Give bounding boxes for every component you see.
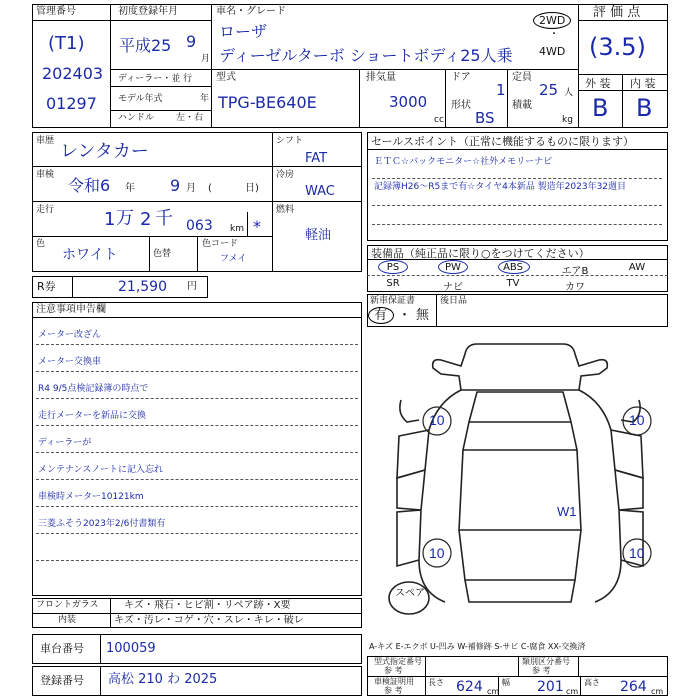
- plate-value: 高松 210 わ 2025: [108, 672, 218, 687]
- roof-outline: [433, 344, 608, 390]
- doors-value: 1: [496, 81, 506, 99]
- equip-abs: ABS: [503, 262, 523, 273]
- mileage-sen-unit: 千: [155, 208, 173, 229]
- length-unit: cm: [487, 687, 500, 696]
- note-item: R4 9/5点検記録簿の時点で: [38, 384, 149, 394]
- height-value: 264: [620, 679, 647, 695]
- equip-tv: TV: [506, 278, 520, 289]
- warranty-yes: 有: [374, 308, 388, 323]
- class-label: 類別区分番号: [522, 657, 570, 666]
- shift-value: FAT: [305, 151, 328, 166]
- note-item: 走行メーターを新品に交換: [38, 411, 147, 421]
- interior-label: 内 装: [630, 77, 656, 90]
- ac-value: WAC: [305, 184, 335, 199]
- notes-block: [32, 302, 362, 596]
- glass-text: キズ・飛石・ヒビ割・リペア跡・X要: [124, 600, 291, 611]
- warranty-dot: ・: [398, 308, 412, 323]
- drive-4wd: 4WD: [539, 45, 566, 58]
- reg-unit: 月: [201, 54, 211, 64]
- model-year-unit: 年: [200, 94, 210, 104]
- chassis-label: 車台番号: [40, 642, 84, 655]
- equip-sr: SR: [386, 278, 400, 289]
- sales-label: セールスポイント（正常に機能するものに限ります）: [371, 135, 635, 148]
- interior-value: B: [636, 94, 653, 122]
- warranty-no: 無: [416, 308, 430, 323]
- cert-label: 車検証明用: [374, 677, 414, 686]
- mileage-mark: *: [253, 217, 261, 236]
- fuel-label: 燃料: [276, 205, 295, 215]
- equip-leather: カワ: [565, 282, 585, 293]
- handle-label: ハンドル: [118, 113, 155, 123]
- inspection-day-open: (: [208, 183, 212, 194]
- color-label: 色: [36, 239, 46, 249]
- exterior-value: B: [592, 94, 609, 122]
- cert-ref: 参 考: [384, 686, 403, 695]
- type-designation-label: 型式指定番号: [374, 657, 422, 666]
- mgmt-num1: 202403: [42, 64, 104, 83]
- capacity-label: 定員: [512, 72, 532, 83]
- equip-airbag: エアB: [561, 266, 589, 277]
- note-item: メンテナンスノートに記入忘れ: [38, 465, 164, 475]
- equip-ps: PS: [386, 262, 400, 273]
- color-value: ホワイト: [62, 247, 118, 263]
- note-item: メーター交換車: [38, 357, 102, 367]
- vehicle-diagram: [367, 330, 668, 630]
- notes-label: 注意事項申告欄: [36, 304, 106, 315]
- equip-pw: PW: [445, 262, 461, 273]
- inner-label: 内装: [58, 615, 77, 625]
- shift-label: シフト: [276, 136, 304, 146]
- rear-outline: [459, 530, 581, 580]
- body-right: [579, 390, 621, 602]
- drive-dot: ・: [549, 29, 559, 40]
- recycle-value: 21,590: [118, 279, 167, 295]
- note-item: 車検時メーター10121km: [38, 492, 144, 502]
- note-item: メーター改ざん: [38, 330, 102, 340]
- displacement-label: 排気量: [366, 72, 396, 83]
- type-label: 型式: [216, 72, 236, 83]
- type-value: TPG-BE640E: [218, 93, 317, 112]
- history-label: 車歴: [36, 136, 55, 146]
- displacement-value: 3000: [389, 93, 428, 111]
- model-year-label: モデル年式: [118, 94, 163, 104]
- mileage-man: 1: [104, 209, 116, 230]
- chassis-value: 100059: [106, 641, 156, 656]
- rear-bumper: [465, 580, 575, 602]
- model-name: ローザ: [219, 22, 268, 41]
- grade-name: ディーゼルターボ ショートボディ25人乗: [219, 46, 513, 65]
- type-designation-ref: 参 考: [384, 666, 403, 675]
- reg-era: 平成25: [119, 36, 172, 55]
- width-label: 幅: [502, 678, 510, 687]
- mileage-man-unit: 万: [116, 208, 134, 229]
- damage-legend: A-キズ E-エクボ U-凹み W-補修跡 S-サビ C-腐食 XX-交換済: [369, 642, 586, 651]
- circle-pw: [438, 260, 468, 274]
- width-value: 201: [537, 679, 564, 695]
- color-code-label: 色コード: [202, 239, 239, 249]
- circle-ps: [378, 260, 408, 274]
- glass-label: フロントガラス: [36, 600, 99, 610]
- shape-label: 形状: [451, 100, 471, 111]
- drive-2wd: 2WD: [539, 14, 566, 27]
- note-item: 三菱ふそう2023年2/6付書類有: [38, 519, 166, 529]
- fuel-value: 軽油: [305, 228, 332, 243]
- left-panel-rear: [397, 510, 421, 566]
- equip-navi: ナビ: [443, 282, 463, 293]
- length-value: 624: [456, 679, 483, 695]
- windshield: [469, 392, 571, 422]
- height-unit: cm: [651, 687, 664, 696]
- load-label: 積載: [512, 100, 532, 111]
- exterior-label: 外 装: [585, 77, 611, 90]
- equip-aw: AW: [628, 262, 646, 273]
- capacity-unit: 人: [564, 88, 574, 98]
- inspection-day-unit: 日): [245, 183, 259, 194]
- warranty-date-label: 後日品: [440, 296, 468, 306]
- color-change-label: 色替: [153, 249, 172, 259]
- color-code-value: フメイ: [220, 254, 247, 264]
- length-label: 長さ: [428, 678, 444, 687]
- tire-rr-label: 10: [629, 545, 645, 561]
- sales-line1: ＥＴＣ☆バックモニター☆社外メモリーナビ: [374, 157, 553, 167]
- doors-label: ドア: [451, 72, 471, 83]
- dealer-label: ディーラー・並 行: [118, 74, 193, 84]
- shape-value: BS: [475, 109, 495, 127]
- inspection-month-unit: 月: [186, 183, 196, 194]
- inspection-year-unit: 年: [125, 183, 135, 194]
- warranty-label: 新車保証書: [370, 296, 416, 306]
- recycle-unit: 円: [187, 281, 197, 292]
- mgmt-num2: 01297: [46, 94, 97, 113]
- recycle-label: R券: [37, 280, 56, 293]
- spare-label: スペア: [395, 588, 425, 599]
- plate-label: 登録番号: [40, 674, 84, 687]
- inspection-era: 令和6: [68, 176, 111, 195]
- capacity-value: 25: [539, 81, 559, 99]
- ac-label: 冷房: [276, 170, 295, 180]
- tire-fr-label: 10: [629, 412, 645, 428]
- name-label: 車名・グレード: [216, 6, 286, 17]
- handle-value: 左・右: [176, 113, 204, 123]
- mgmt-code: (T1): [48, 33, 85, 54]
- mgmt-label: 管理番号: [36, 6, 76, 17]
- note-item: ディーラーが: [38, 438, 92, 448]
- mileage-unit: km: [230, 224, 244, 234]
- mileage-label: 走行: [36, 205, 55, 215]
- displacement-unit: cc: [434, 115, 444, 125]
- tire-fl-label: 10: [429, 412, 445, 428]
- inspection-month: 9: [170, 176, 181, 195]
- height-label: 高さ: [584, 678, 600, 687]
- mirror-left: [400, 400, 419, 422]
- inner-text: キズ・汚レ・コゲ・穴・スレ・キレ・破レ: [114, 615, 304, 626]
- grade-label: 評 価 点: [593, 5, 641, 20]
- damage-mark-w1: W1: [557, 504, 577, 519]
- mileage-rest: 063: [186, 218, 213, 234]
- class-ref: 参 考: [532, 666, 551, 675]
- load-unit: kg: [562, 115, 573, 125]
- history-value: レンタカー: [60, 141, 149, 162]
- circle-abs: [498, 260, 530, 274]
- equipment-label: 装備品（純正品に限り○をつけてください）: [371, 247, 590, 260]
- tire-rl-label: 10: [429, 545, 445, 561]
- hood-line: [463, 422, 577, 450]
- reg-label: 初度登録年月: [118, 6, 178, 17]
- sales-line2: 記録簿H26～R5まで有☆タイヤ4本新品 製造年2023年32週目: [374, 182, 627, 192]
- grade-value: (3.5): [589, 33, 646, 61]
- reg-month: 9: [186, 32, 197, 51]
- width-unit: cm: [566, 687, 579, 696]
- inspection-label: 車検: [36, 170, 55, 180]
- mileage-sen: 2: [140, 209, 152, 230]
